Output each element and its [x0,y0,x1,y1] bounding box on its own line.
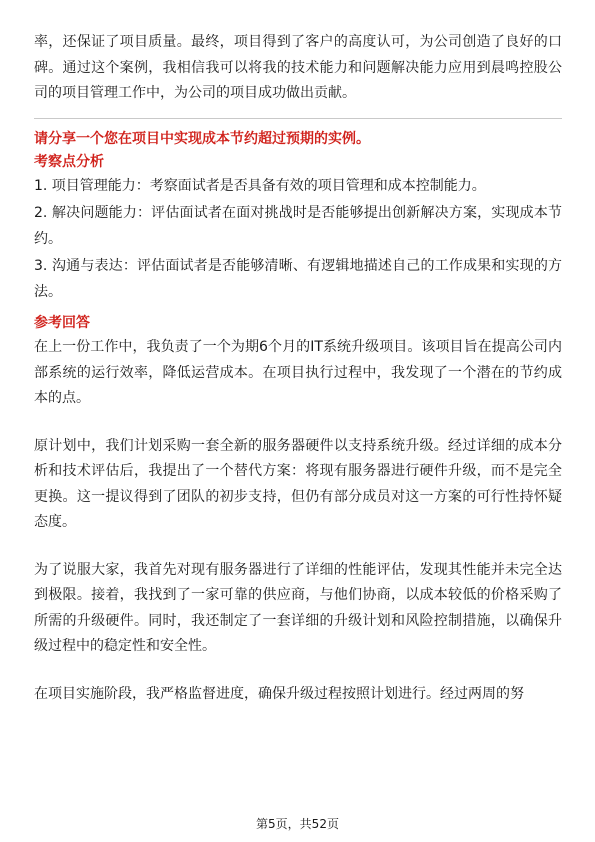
answer-paragraph: 为了说服大家，我首先对现有服务器进行了详细的性能评估，发现其性能并未完全达到极限。接着，我找到了一家可靠的供应商，与他们协商，以成本较低的价格采购了所需的升级硬件。同时，我还制定了一套详细的升级计划和风险控制措施，以确保升级过程中的稳定性和安全性。 [34,561,562,654]
page-number: 第5页，共52页 [256,817,339,831]
answer-paragraph: 在项目实施阶段，我严格监督进度，确保升级过程按照计划进行。经过两周的努 [34,685,524,702]
analysis-point: 3. 沟通与表达：评估面试者是否能够清晰、有逻辑地描述自己的工作成果和实现的方法。 [34,258,562,300]
question-heading: 请分享一个您在项目中实现成本节约超过预期的实例。 [34,130,370,147]
analysis-heading: 考察点分析 [34,153,104,170]
section-divider [34,118,562,119]
intro-paragraph: 率，还保证了项目质量。最终，项目得到了客户的高度认可，为公司创造了良好的口碑。通过这个案例，我相信我可以将我的技术能力和问题解决能力应用到晨鸣控股公司的项目管理工作中，为公司的项目成功做出贡献。 [34,34,562,101]
analysis-point: 2. 解决问题能力：评估面试者在面对挑战时是否能够提出创新解决方案，实现成本节约。 [34,205,562,247]
document-page [34,30,562,707]
analysis-list [34,174,562,306]
analysis-point: 1. 项目管理能力：考察面试者是否具备有效的项目管理和成本控制能力。 [34,177,486,194]
answer-heading: 参考回答 [34,315,90,331]
answer-body [34,335,562,707]
answer-paragraph: 在上一份工作中，我负责了一个为期6个月的IT系统升级项目。该项目旨在提高公司内部系统的运行效率，降低运营成本。在项目执行过程中，我发现了一个潜在的节约成本的点。 [34,339,562,406]
answer-paragraph: 原计划中，我们计划采购一套全新的服务器硬件以支持系统升级。经过详细的成本分析和技术评估后，我提出了一个替代方案：将现有服务器进行硬件升级，而不是完全更换。这一提议得到了团队的初步支持，但仍有部分成员对这一方案的可行性持怀疑态度。 [34,437,562,530]
